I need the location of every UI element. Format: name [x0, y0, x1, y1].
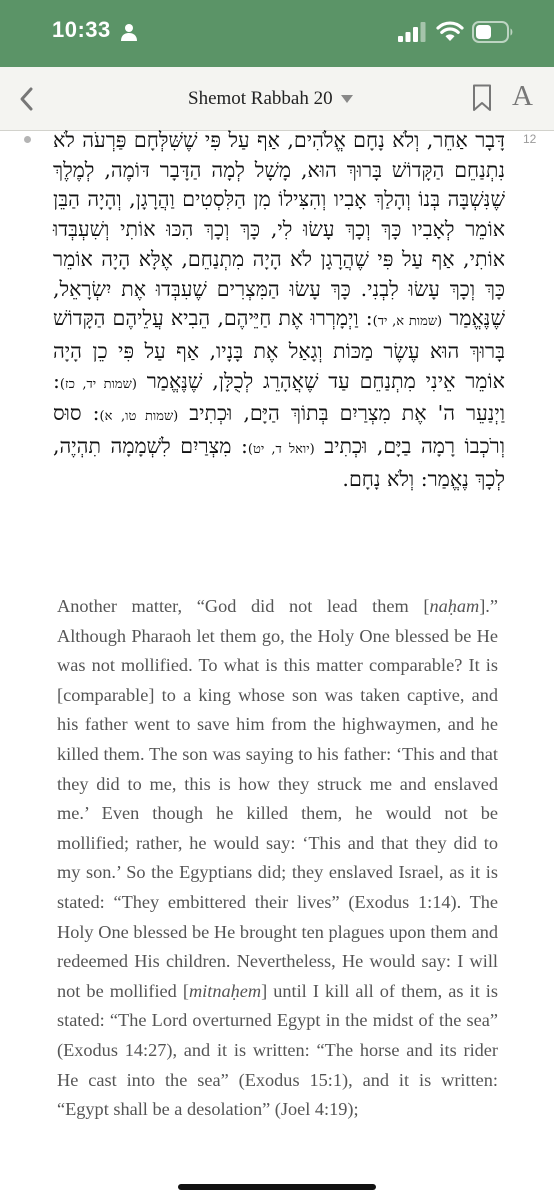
- hebrew-segment: : סוּס וְרֹכְבוֹ רָמָה בַיָּם, וּכְתִיב: [53, 401, 505, 459]
- hebrew-reference[interactable]: (שמות יד, כז): [59, 376, 137, 392]
- transliteration: mitnaḥem: [188, 980, 262, 1001]
- english-segment: ].” Although Pharaoh let them go, the Holy One blessed be He was not mollified. To what is this matter comparable? It is [comparable] to a king whose son was taken captive, and his father went to save him from the highwaymen, and he killed them. The son was saying to his father: ‘This and that they did to me, this is how they struck me and enslaved me.’ Even though he killed them, he would not be mollified; rather, he would say: ‘This and that they did to my son.’ So the Egyptians did; they enslaved Israel, as it is stated: “They embittered their lives” (Exodus 1:14). The Holy One blessed be He brought ten plagues upon them and redeemed His children. Nevertheless, He would say: I will not be mollified [: [57, 596, 498, 1001]
- font-size-button[interactable]: A: [512, 80, 533, 112]
- english-segment: ] until I kill all of them, as it is stated: “The Lord overturned Egypt in the midst of the sea” (Exodus 14:27), and it is written: “The horse and its rider He cast into the sea” (Exodus 15:1), and it is written: “Egypt shall be a desolation” (Joel 4:19);: [57, 980, 498, 1120]
- transliteration: naḥam: [429, 596, 480, 616]
- hebrew-reference[interactable]: (יואל ד, יט): [247, 442, 315, 458]
- battery-icon: [472, 21, 514, 43]
- passage-number: 12: [523, 132, 537, 146]
- hebrew-reference[interactable]: (שמות א, יד): [372, 314, 443, 330]
- wifi-icon: [436, 20, 464, 42]
- nav-header: [0, 67, 554, 131]
- english-translation[interactable]: [57, 592, 498, 1125]
- hebrew-segment: : מִצְרַיִם לִשְׁמָמָה תִהְיֶה, לְכָךְ נֶאֱמַר: וְלֹא נָחָם.: [53, 434, 505, 491]
- hebrew-passage[interactable]: [53, 130, 505, 494]
- person-icon: [120, 23, 138, 41]
- hebrew-segment: דָּבָר אַחֵר, וְלֹא נָחָם אֱלֹהִים, אַף עַל פִּי שֶׁשִּׁלְּחָם פַּרְעֹה לֹא נִתְנַחֵם הַקָּדוֹשׁ בָּרוּךְ הוּא, מָשָׁל לְמָה הַדָּבָר דּוֹמֶה, לְמֶלֶךְ שֶׁנִּשְׁבָּה בְּנוֹ וְהָלַךְ אָבִיו וְהִצִּילוֹ מִן הַלִּסְטִים וַהֲרָגָן, וְהָיָה הַבֵּן אוֹמֵר לְאָבִיו כָּךְ וְכָךְ עָשׂוּ לִי, כָּךְ וְכָךְ הִכּוּ אוֹתִי וְשִׁעְבְּדוּ אוֹתִי, אַף עַל פִּי שֶׁהֲרָגָן לֹא הָיָה מִתְנַחֵם, אֶלָּא הָיָה אוֹמֵר כָּךְ וְכָךְ עָשׂוּ לִבְנִי. כָּךְ עָשׂוּ הַמִּצְרִים שֶׁעִבְּדוּ אֶת יִשְׂרָאֵל, שֶׁנֶּאֱמַר: [53, 130, 505, 331]
- status-time: 10:33: [52, 17, 111, 42]
- caret-down-icon: [341, 95, 353, 103]
- passage-marker-dot[interactable]: [24, 136, 31, 143]
- home-indicator[interactable]: [178, 1184, 376, 1190]
- back-chevron-icon[interactable]: [14, 84, 40, 114]
- reader-content: [0, 130, 554, 1200]
- hebrew-reference[interactable]: (שמות טו, א): [99, 409, 179, 425]
- hebrew-segment: : וַיְנַעֵר ה' אֶת מִצְרַיִם בְּתוֹךְ הַיָּם, וּכְתִיב: [53, 368, 505, 426]
- english-segment: Another matter, “God did not lead them [: [57, 596, 430, 616]
- hebrew-segment: : וַיְמָרְרוּ אֶת חַיֵּיהֶם, הֵבִיא עֲלֵיהֶם הַקָּדוֹשׁ בָּרוּךְ הוּא עֶשֶׂר מַכּוֹת וְגָאַל אֶת בָּנָיו, אַף עַל פִּי כֵן הָיָה אוֹמֵר אֵינִי מִתְנַחֵם עַד שֶׁאֲהָרֵג לְכֻלָּן, שֶׁנֶּאֱמַר: [53, 306, 505, 393]
- status-bar: [0, 0, 554, 67]
- bookmark-icon[interactable]: [472, 84, 492, 112]
- signal-icon: [398, 22, 426, 42]
- book-title-dropdown[interactable]: [188, 85, 353, 113]
- book-title: Shemot Rabbah 20: [188, 88, 333, 109]
